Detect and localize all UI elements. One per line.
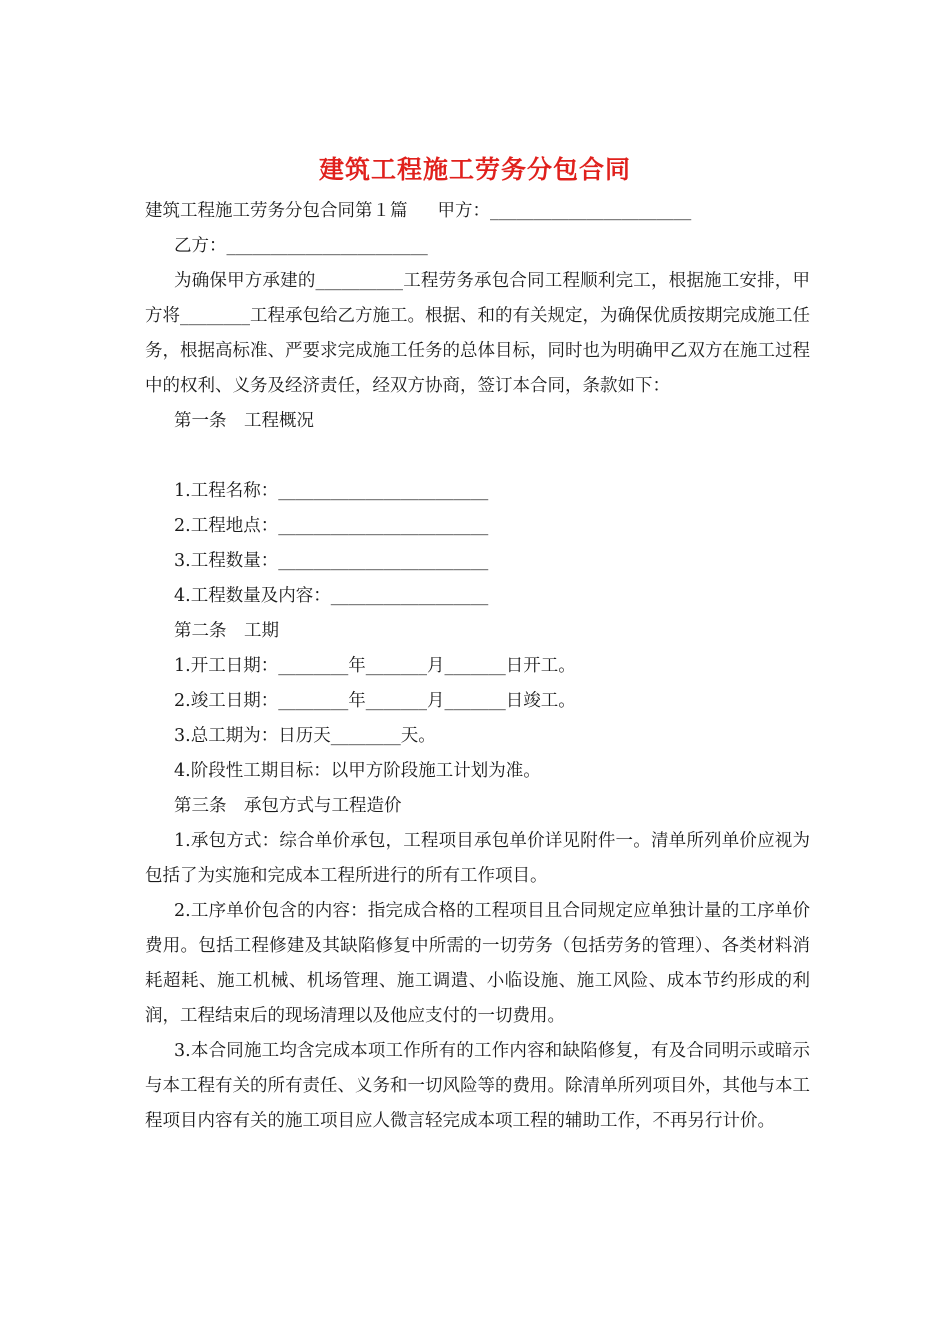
document-title: 建筑工程施工劳务分包合同: [318, 155, 631, 184]
article-1-item: 2.工程地点：________________________: [174, 516, 489, 536]
party-a-field: 甲方：_______________________: [437, 201, 692, 221]
article-3-paragraph: 1.承包方式：综合单价承包，工程项目承包单价详见附件一。清单所列单价应视为包括了为实施和完成本工程所进行的所有工作项目。: [145, 831, 810, 886]
preamble-paragraph: 为确保甲方承建的__________工程劳务承包合同工程顺利完工，根据施工安排，甲方将________工程承包给乙方施工。根据、和的有关规定，为确保优质按期完成施工任务，根据高标准、严要求完成施工任务的总体目标，同时也为明确甲乙双方在施工过程中的权利、义务及经济责任，经双方协商，签订本合同，条款如下：: [145, 271, 810, 396]
article-3-heading: 第三条 承包方式与工程造价: [174, 796, 402, 816]
document-body: [145, 194, 810, 1139]
article-2-item: 3.总工期为：日历天________天。: [174, 726, 436, 746]
article-2-item: 1.开工日期：________年_______月_______日开工。: [174, 656, 576, 676]
article-2-item: 4.阶段性工期目标：以甲方阶段施工计划为准。: [174, 761, 541, 781]
article-1-item: 4.工程数量及内容：__________________: [174, 586, 489, 606]
article-2-heading: 第二条 工期: [174, 621, 279, 641]
header-line: [145, 194, 810, 229]
article-1-item: 3.工程数量：________________________: [174, 551, 489, 571]
article-1-item: 1.工程名称：________________________: [174, 481, 489, 501]
subtitle-text: 建筑工程施工劳务分包合同第１篇: [145, 201, 408, 221]
article-3-paragraph: 2.工序单价包含的内容：指完成合格的工程项目且合同规定应单独计量的工序单价费用。包括工程修建及其缺陷修复中所需的一切劳务（包括劳务的管理）、各类材料消耗超耗、施工机械、机场管理、施工调遣、小临设施、施工风险、成本节约形成的利润，工程结束后的现场清理以及他应支付的一切费用。: [145, 901, 810, 1026]
article-3-paragraph: 3.本合同施工均含完成本项工作所有的工作内容和缺陷修复，有及合同明示或暗示与本工程有关的所有责任、义务和一切风险等的费用。除清单所列项目外，其他与本工程项目内容有关的施工项目应人微言轻完成本项工程的辅助工作，不再另行计价。: [145, 1041, 810, 1131]
article-2-item: 2.竣工日期：________年_______月_______日竣工。: [174, 691, 576, 711]
party-b-field: 乙方：_______________________: [174, 236, 428, 256]
article-1-heading: 第一条 工程概况: [174, 411, 314, 431]
